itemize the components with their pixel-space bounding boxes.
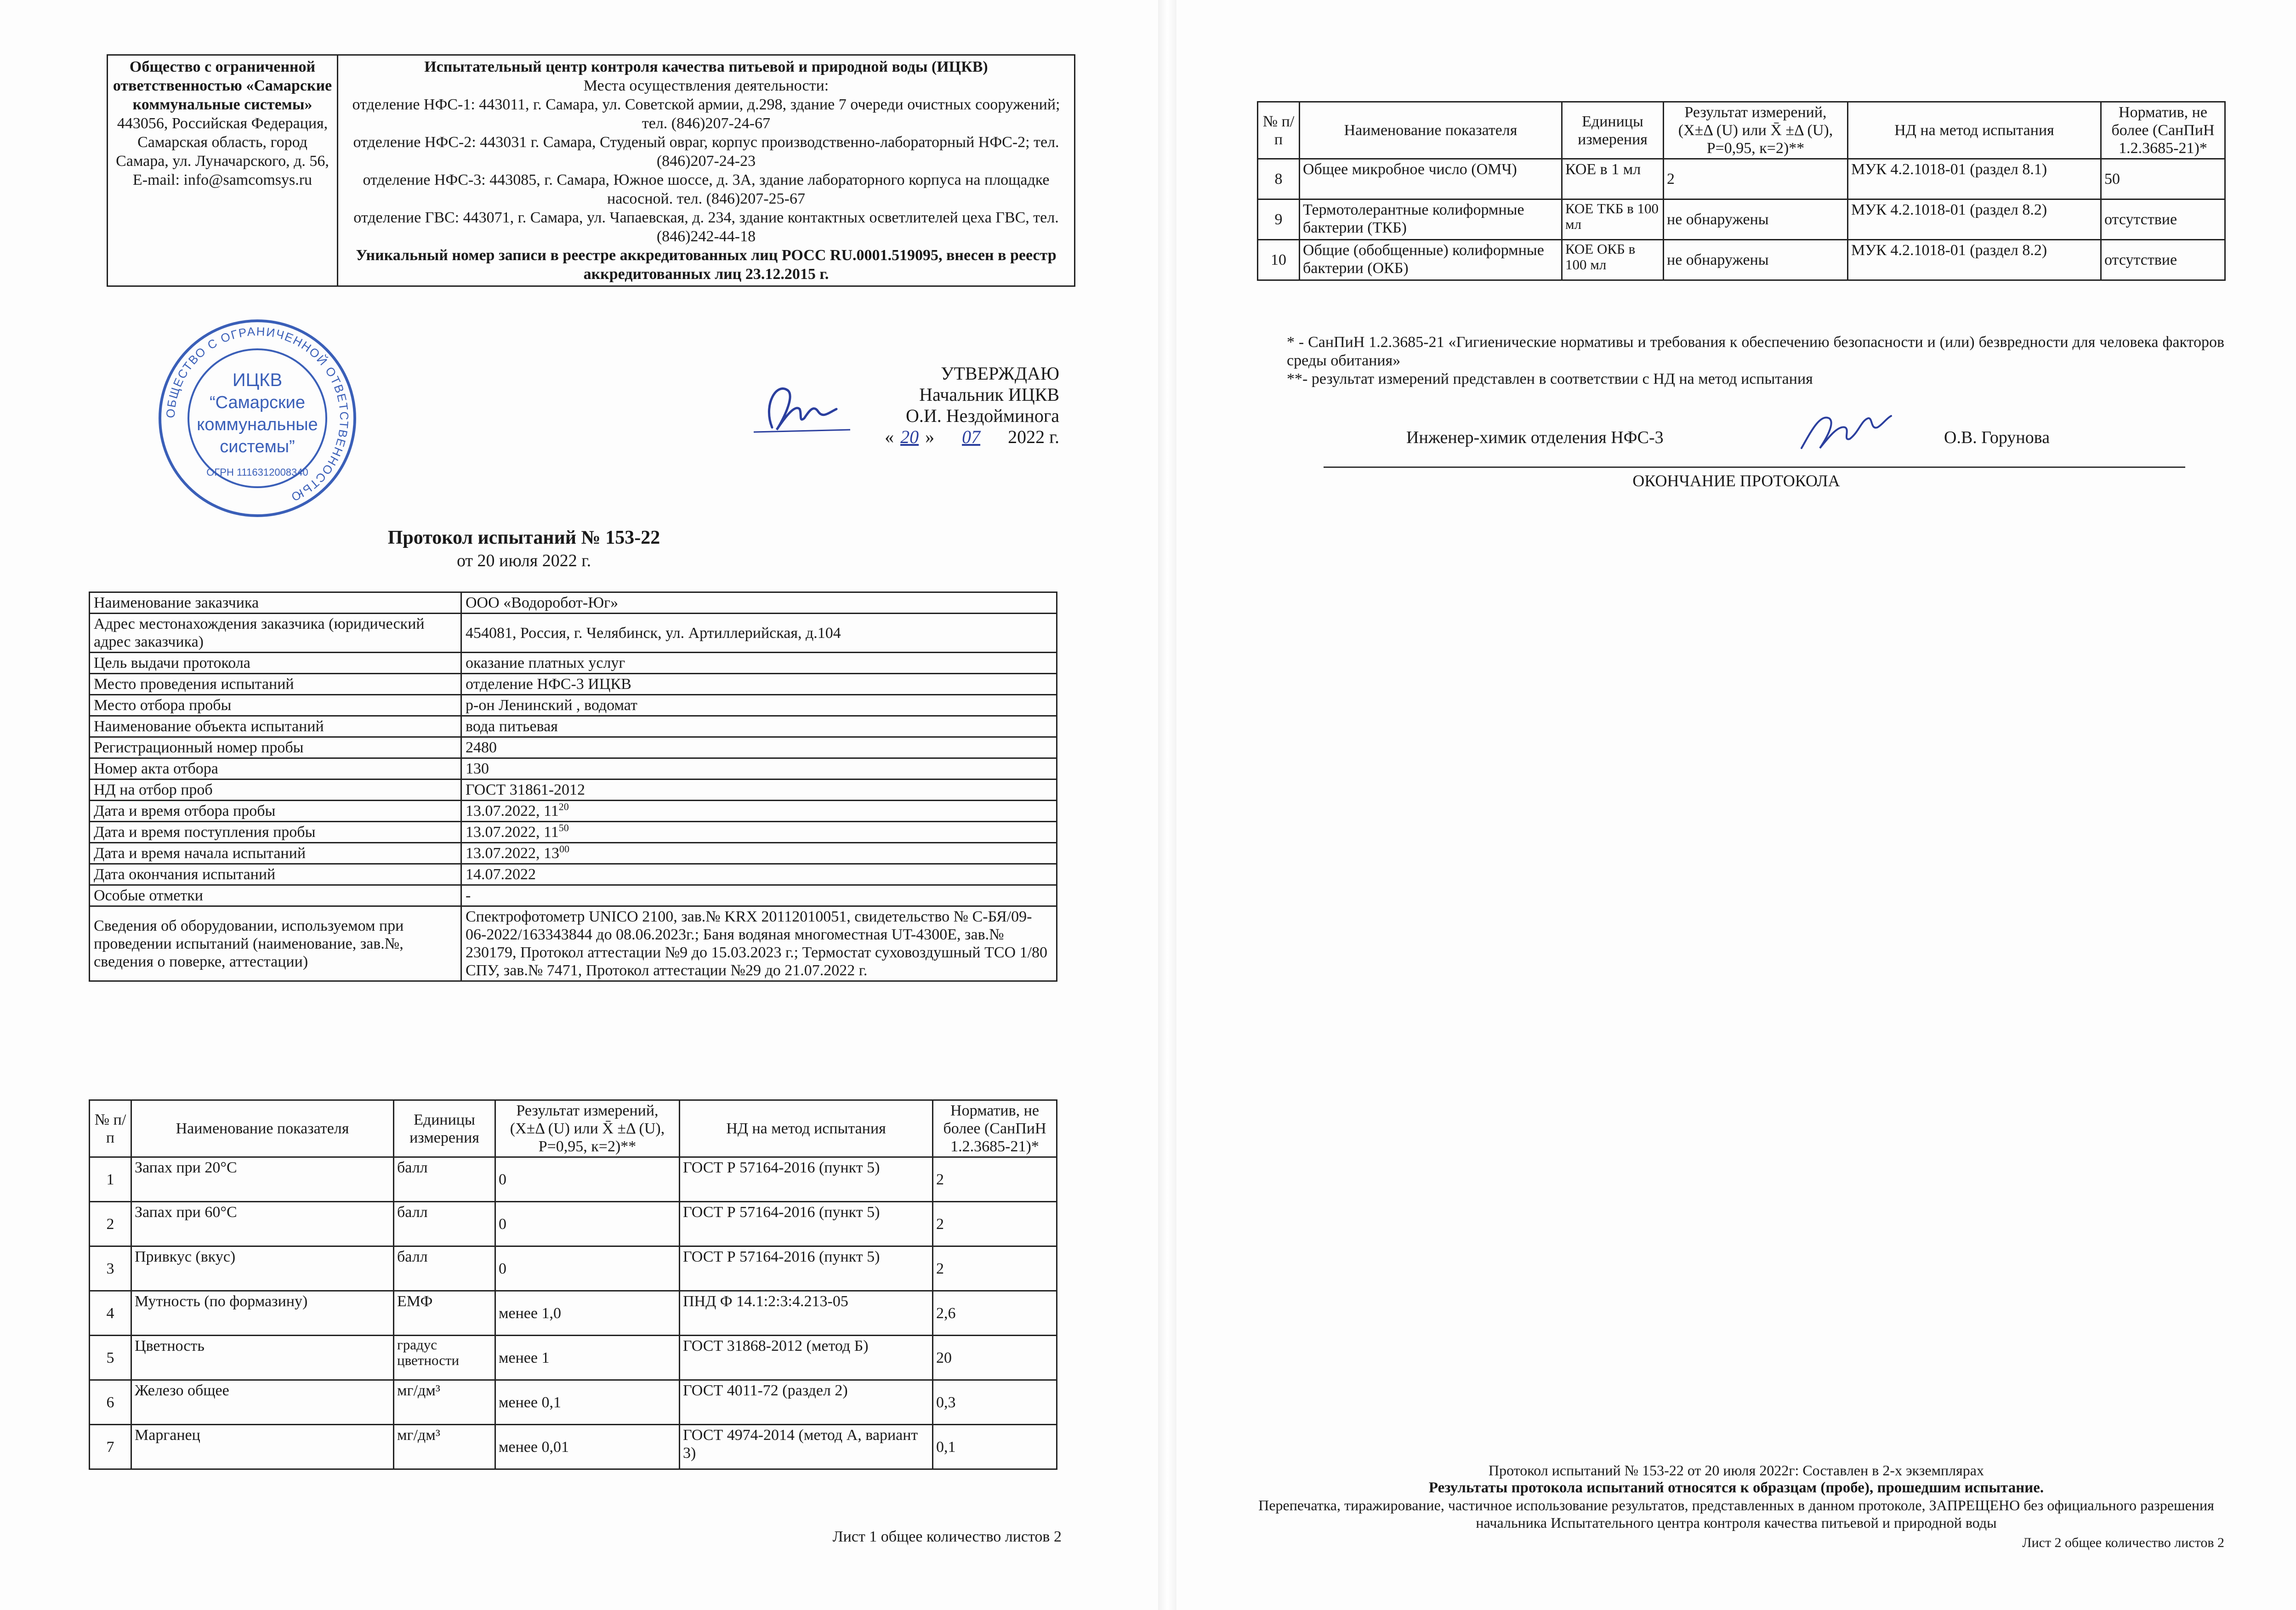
- info-label: Место проведения испытаний: [90, 674, 461, 695]
- info-row: [90, 592, 1057, 614]
- org-email: E-mail: info@samcomsys.ru: [132, 171, 313, 188]
- info-value: [461, 843, 1057, 864]
- center-name: Испытательный центр контроля качества питьевой и природной воды (ИЦКВ): [424, 58, 988, 75]
- result-norm: отсутствие: [2101, 240, 2225, 280]
- info-label: Особые отметки: [90, 885, 461, 906]
- result-norm: 50: [2101, 159, 2225, 199]
- result-num: 9: [1258, 199, 1300, 240]
- info-label: Дата и время отбора пробы: [90, 801, 461, 822]
- stamp-line-4: системы”: [220, 437, 295, 456]
- note-sanpin: * - СанПиН 1.2.3685-21 «Гигиенические нормативы и требования к обеспечению безопасности и (или) безвредности для человека факторов среды обитания»: [1287, 334, 2224, 369]
- org-address: 443056, Российская Федерация, Самарская область, город Самара, ул. Луначарского, д. 56,: [116, 115, 329, 170]
- result-unit: КОЕ в 1 мл: [1562, 159, 1664, 199]
- result-result: менее 0,01: [495, 1425, 680, 1469]
- info-label: Дата и время поступления пробы: [90, 822, 461, 843]
- result-row: [90, 1380, 1057, 1425]
- result-row: [90, 1246, 1057, 1291]
- result-name: Запах при 60°С: [131, 1202, 394, 1246]
- info-value: [461, 592, 1057, 614]
- info-row: [90, 695, 1057, 716]
- info-value: [461, 653, 1057, 674]
- info-label: Номер акта отбора: [90, 758, 461, 779]
- result-norm: 2,6: [933, 1291, 1057, 1336]
- info-value-text: вода питьевая: [466, 718, 558, 735]
- info-value-text: р-он Ленинский , водомат: [466, 697, 637, 714]
- info-row: [90, 653, 1057, 674]
- branch-2: отделение НФС-2: 443031 г. Самара, Студеный овраг, корпус производственно-лабораторный НФС-2; тел. (846)207-24-23: [353, 134, 1059, 170]
- result-unit: балл: [394, 1202, 495, 1246]
- info-value: [461, 695, 1057, 716]
- center-cell: [338, 55, 1075, 286]
- time-minutes: 50: [558, 822, 569, 834]
- divider: [1324, 467, 2185, 468]
- col-unit-header: Единицы измерения: [1562, 102, 1664, 159]
- result-unit: КОЕ ТКБ в 100 мл: [1562, 199, 1664, 240]
- seal-stamp: [156, 317, 358, 519]
- footer-line-1: Протокол испытаний № 153-22 от 20 июля 2022г: Составлен в 2-х экземплярах: [1489, 1462, 1984, 1479]
- result-norm: 2: [933, 1202, 1057, 1246]
- result-method: ГОСТ Р 57164-2016 (пункт 5): [680, 1202, 933, 1246]
- info-row: [90, 758, 1057, 779]
- info-label: Наименование объекта испытаний: [90, 716, 461, 737]
- info-value-text: ГОСТ 31861-2012: [466, 781, 585, 798]
- result-norm: 20: [933, 1336, 1057, 1380]
- result-result: 0: [495, 1157, 680, 1202]
- col-method-header: НД на метод испытания: [1848, 102, 2101, 159]
- info-label: Адрес местонахождения заказчика (юридический адрес заказчика): [90, 614, 461, 653]
- note-result: **- результат измерений представлен в соответствии с НД на метод испытания: [1287, 370, 1813, 387]
- result-norm: отсутствие: [2101, 199, 2225, 240]
- result-name: Цветность: [131, 1336, 394, 1380]
- stamp-line-2: “Самарские: [209, 393, 306, 412]
- result-method: МУК 4.2.1018-01 (раздел 8.1): [1848, 159, 2101, 199]
- header-table: [107, 54, 1075, 287]
- notes: [1287, 333, 2224, 388]
- col-result-header: Результат измерений, (X±Δ (U) или X̄ ±Δ (U), Р=0,95, к=2)**: [1664, 102, 1848, 159]
- info-label: Место отбора пробы: [90, 695, 461, 716]
- info-value: [461, 885, 1057, 906]
- result-num: 4: [90, 1291, 131, 1336]
- info-row: [90, 614, 1057, 653]
- col-name-header: Наименование показателя: [1300, 102, 1562, 159]
- result-row: [90, 1202, 1057, 1246]
- info-label: НД на отбор проб: [90, 779, 461, 801]
- info-label: Регистрационный номер пробы: [90, 737, 461, 758]
- info-value-text: 454081, Россия, г. Челябинск, ул. Артиллерийская, д.104: [466, 624, 841, 642]
- info-row: [90, 822, 1057, 843]
- result-name: Термотолерантные колиформные бактерии (ТКБ): [1300, 199, 1562, 240]
- branch-4: отделение ГВС: 443071, г. Самара, ул. Чапаевская, д. 234, здание контактных осветлителей цеха ГВС, тел. (846)242-44-18: [353, 209, 1059, 245]
- result-method: МУК 4.2.1018-01 (раздел 8.2): [1848, 199, 2101, 240]
- info-table: [89, 592, 1057, 982]
- info-value: [461, 758, 1057, 779]
- info-row: [90, 674, 1057, 695]
- info-label: Наименование заказчика: [90, 592, 461, 614]
- info-value: [461, 674, 1057, 695]
- result-result: 0: [495, 1246, 680, 1291]
- result-unit: балл: [394, 1157, 495, 1202]
- results-header-row: [1258, 102, 2225, 159]
- info-row: [90, 843, 1057, 864]
- info-value-text: 2480: [466, 739, 497, 756]
- result-name: Общие (обобщенные) колиформные бактерии (ОКБ): [1300, 240, 1562, 280]
- approval-year: 2022 г.: [1008, 427, 1059, 447]
- result-row: [90, 1336, 1057, 1380]
- result-num: 3: [90, 1246, 131, 1291]
- engineer-signature: [1792, 404, 1898, 455]
- info-value-text: 130: [466, 760, 489, 777]
- results-table-page-2: [1257, 101, 2226, 281]
- info-label: Дата и время начала испытаний: [90, 843, 461, 864]
- result-method: ГОСТ 31868-2012 (метод Б): [680, 1336, 933, 1380]
- stamp-line-3: коммунальные: [197, 415, 318, 434]
- protocol-date: от 20 июля 2022 г.: [456, 551, 591, 570]
- result-row: [90, 1291, 1057, 1336]
- approval-month: 07: [962, 427, 981, 447]
- info-label: Дата окончания испытаний: [90, 864, 461, 885]
- approval-position: Начальник ИЦКВ: [919, 384, 1059, 405]
- info-label: Цель выдачи протокола: [90, 653, 461, 674]
- results-table-page-1: [89, 1099, 1057, 1470]
- result-num: 10: [1258, 240, 1300, 280]
- info-row: [90, 885, 1057, 906]
- places-title: Места осуществления деятельности:: [583, 77, 829, 94]
- result-num: 5: [90, 1336, 131, 1380]
- result-unit: ЕМФ: [394, 1291, 495, 1336]
- result-name: Запах при 20°С: [131, 1157, 394, 1202]
- info-value-text: 13.07.2022, 11: [466, 802, 559, 819]
- result-name: Железо общее: [131, 1380, 394, 1425]
- engineer-title: Инженер-химик отделения НФС-3: [1406, 428, 1664, 447]
- footer-disclaimer: [1176, 1462, 2296, 1531]
- info-value-text: отделение НФС-3 ИЦКВ: [466, 676, 631, 693]
- results-header-row: [90, 1100, 1057, 1157]
- info-value: [461, 716, 1057, 737]
- branch-1: отделение НФС-1: 443011, г. Самара, ул. Советской армии, д.298, здание 7 очереди очистных сооружений; тел. (846)207-24-67: [352, 96, 1060, 132]
- result-name: Общее микробное число (ОМЧ): [1300, 159, 1562, 199]
- result-method: МУК 4.2.1018-01 (раздел 8.2): [1848, 240, 2101, 280]
- org-name: Общество с ограниченной ответственностью «Самарские коммунальные системы»: [113, 58, 332, 113]
- result-row: [1258, 159, 2225, 199]
- time-minutes: 00: [559, 843, 569, 855]
- result-norm: 0,3: [933, 1380, 1057, 1425]
- result-unit: балл: [394, 1246, 495, 1291]
- protocol-title: Протокол испытаний № 153-22: [387, 527, 660, 548]
- stamp-ring-text: ОБЩЕСТВО С ОГРАНИЧЕННОЙ ОТВЕТСТВЕННОСТЬЮ: [163, 324, 352, 505]
- info-row: [90, 779, 1057, 801]
- approval-word: УТВЕРЖДАЮ: [941, 363, 1059, 384]
- col-method-header: НД на метод испытания: [680, 1100, 933, 1157]
- result-norm: 2: [933, 1246, 1057, 1291]
- result-method: ГОСТ Р 57164-2016 (пункт 5): [680, 1246, 933, 1291]
- result-result: 2: [1664, 159, 1848, 199]
- result-row: [90, 1157, 1057, 1202]
- col-norm-header: Норматив, не более (СанПиН 1.2.3685-21)*: [933, 1100, 1057, 1157]
- result-name: Мутность (по формазину): [131, 1291, 394, 1336]
- footer-line-3: Перепечатка, тиражирование, частичное использование результатов, представленных в данном протоколе, ЗАПРЕЩЕНО без официального разрешения начальника Испытательного центра контроля качества питьевой и природной воды: [1258, 1497, 2214, 1531]
- result-norm: 0,1: [933, 1425, 1057, 1469]
- info-value-text: ООО «Водоробот-Юг»: [466, 594, 619, 611]
- result-method: ГОСТ 4011-72 (раздел 2): [680, 1380, 933, 1425]
- result-num: 6: [90, 1380, 131, 1425]
- end-of-protocol: ОКОНЧАНИЕ ПРОТОКОЛА: [1632, 472, 1840, 490]
- col-num-header: № п/п: [1258, 102, 1300, 159]
- info-row: [90, 801, 1057, 822]
- result-method: ГОСТ Р 57164-2016 (пункт 5): [680, 1157, 933, 1202]
- stamp-ogrn: ОГРН 1116312008340: [206, 467, 308, 478]
- result-result: 0: [495, 1202, 680, 1246]
- page-fold: [1158, 0, 1176, 1610]
- result-result: менее 1,0: [495, 1291, 680, 1336]
- result-unit: мг/дм³: [394, 1425, 495, 1469]
- result-unit: КОЕ ОКБ в 100 мл: [1562, 240, 1664, 280]
- result-result: менее 0,1: [495, 1380, 680, 1425]
- result-row: [1258, 240, 2225, 280]
- info-row: [90, 864, 1057, 885]
- info-row: [90, 906, 1057, 981]
- col-name-header: Наименование показателя: [131, 1100, 394, 1157]
- info-value-text: оказание платных услуг: [466, 654, 625, 671]
- sheet-2-footer: Лист 2 общее количество листов 2: [2022, 1535, 2224, 1550]
- approval-day: 20: [900, 427, 919, 447]
- result-name: Марганец: [131, 1425, 394, 1469]
- col-unit-header: Единицы измерения: [394, 1100, 495, 1157]
- info-value-text: -: [466, 887, 471, 904]
- approval-name: О.И. Нездойминога: [905, 405, 1059, 426]
- info-value-text: 13.07.2022, 13: [466, 845, 559, 862]
- time-minutes: 20: [558, 801, 569, 813]
- result-result: не обнаружены: [1664, 240, 1848, 280]
- info-value: [461, 779, 1057, 801]
- info-value-text: 14.07.2022: [466, 866, 536, 883]
- info-row: [90, 716, 1057, 737]
- info-value-text: 13.07.2022, 11: [466, 824, 559, 841]
- col-norm-header: Норматив, не более (СанПиН 1.2.3685-21)*: [2101, 102, 2225, 159]
- registry-number: Уникальный номер записи в реестре аккредитованных лиц РОСС RU.0001.519095, внесен в реестр аккредитованных лиц 23.12.2015 г.: [356, 247, 1057, 283]
- approval-date: « 20 » 07 2022 г.: [885, 427, 1059, 447]
- result-method: ГОСТ 4974-2014 (метод А, вариант 3): [680, 1425, 933, 1469]
- result-num: 2: [90, 1202, 131, 1246]
- approval-block: [689, 363, 1059, 448]
- result-num: 8: [1258, 159, 1300, 199]
- sheet-1-footer: Лист 1 общее количество листов 2: [832, 1528, 1062, 1545]
- info-label: Сведения об оборудовании, используемом при проведении испытаний (наименование, зав.№, сведения о поверке, аттестации): [90, 906, 461, 981]
- result-num: 1: [90, 1157, 131, 1202]
- col-result-header: Результат измерений, (X±Δ (U) или X̄ ±Δ (U), Р=0,95, к=2)**: [495, 1100, 680, 1157]
- result-name: Привкус (вкус): [131, 1246, 394, 1291]
- col-num-header: № п/п: [90, 1100, 131, 1157]
- org-cell: [108, 55, 338, 286]
- engineer-name: О.В. Горунова: [1944, 428, 2050, 447]
- info-value: [461, 737, 1057, 758]
- result-row: [90, 1425, 1057, 1469]
- info-value-text: Спектрофотометр UNICO 2100, зав.№ KRX 20112010051, свидетельство № С-БЯ/09-06-2022/163343844 до 08.06.2023г.; Баня водяная многоместная UT-4300E, зав.№ 230179, Протокол аттестации №9 до 15.03.2023 г.; Термостат суховоздушный ТСО 1/80 СПУ, зав.№ 7471, Протокол аттестации №29 до 21.07.2022 г.: [466, 908, 1048, 979]
- result-method: ПНД Ф 14.1:2:3:4.213-05: [680, 1291, 933, 1336]
- branch-3: отделение НФС-3: 443085, г. Самара, Южное шоссе, д. 3А, здание лабораторного корпуса на площадке насосной. тел. (846)207-25-67: [363, 171, 1050, 207]
- result-result: не обнаружены: [1664, 199, 1848, 240]
- info-row: [90, 737, 1057, 758]
- stamp-line-1: ИЦКВ: [232, 370, 283, 390]
- result-unit: мг/дм³: [394, 1380, 495, 1425]
- result-num: 7: [90, 1425, 131, 1469]
- footer-line-2: Результаты протокола испытаний относятся к образцам (пробе), прошедшим испытание.: [1428, 1479, 2044, 1496]
- result-unit: градус цветности: [394, 1336, 495, 1380]
- result-row: [1258, 199, 2225, 240]
- info-value: [461, 614, 1057, 653]
- info-value: [461, 864, 1057, 885]
- info-value: [461, 906, 1057, 981]
- result-norm: 2: [933, 1157, 1057, 1202]
- info-value: [461, 822, 1057, 843]
- result-result: менее 1: [495, 1336, 680, 1380]
- info-value: [461, 801, 1057, 822]
